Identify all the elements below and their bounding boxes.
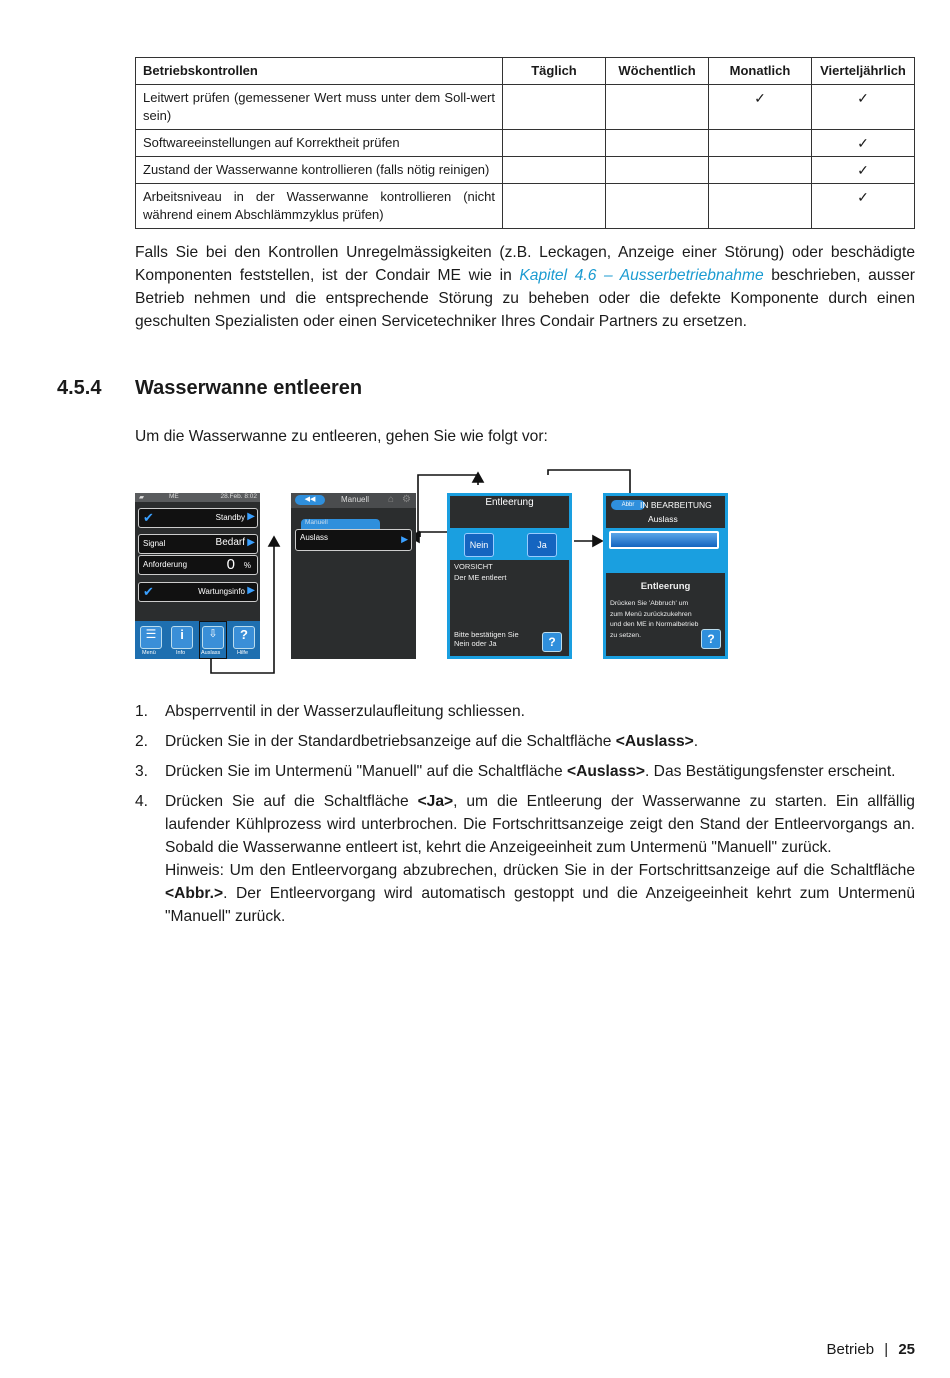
check-cell xyxy=(503,130,606,157)
column-header: Vierteljährlich xyxy=(812,58,915,85)
row-label: Zustand der Wasserwanne kontrollieren (falls nötig reinigen) xyxy=(136,157,503,184)
step-text: Drücken Sie im Untermenü "Manuell" auf die Schaltfläche xyxy=(165,763,567,780)
drain-menu-button[interactable] xyxy=(295,529,412,551)
tab-info-label: Info xyxy=(176,650,186,656)
tab-manual[interactable]: Manuell xyxy=(301,519,380,529)
check-cell xyxy=(709,184,812,229)
help-icon[interactable]: ? xyxy=(542,632,562,652)
column-header: Monatlich xyxy=(709,58,812,85)
arrow-head xyxy=(269,537,279,546)
info-icon[interactable]: i xyxy=(171,626,193,649)
service-info-button[interactable] xyxy=(138,582,258,602)
warning-text: Der ME entleert xyxy=(454,573,507,582)
demand-value: 0 xyxy=(226,556,235,573)
screen-manual-submenu xyxy=(291,493,416,659)
table-header-row xyxy=(136,58,915,85)
dialog-title: Entleerung xyxy=(450,496,569,528)
list-item xyxy=(135,730,915,753)
step-number: 1. xyxy=(135,703,149,720)
step-text: Absperrventil in der Wasserzulaufleitung schliessen. xyxy=(165,703,525,720)
list-item xyxy=(135,700,915,723)
bottom-nav xyxy=(135,621,260,659)
progress-text: Drücken Sie 'Abbruch' um zum Menü zurückzukehren und den ME in Normalbetrieb zu setzen. xyxy=(610,600,699,639)
step-text: <Auslass> xyxy=(615,733,694,750)
checkmark-icon: ✔ xyxy=(143,510,154,525)
drain-icon[interactable]: ⇩ xyxy=(202,626,224,649)
step-text: , um die Entleerung der Wasserwanne zu starten. Ein allfällig laufender Kühlprozess wird unterbrochen. Die Fortschrittsanzeige zeigt den Stand der Entleervorgangs an. Sobald die Wasserwanne entleert ist, kehrt die Anzeigeeinheit zum Untermenü "Manuell" zurück. xyxy=(165,793,915,856)
chevron-right-icon: ▶ xyxy=(401,534,408,544)
model-label: ME xyxy=(169,493,179,500)
row-label: Leitwert prüfen (gemessener Wert muss unter dem Soll-wert sein) xyxy=(136,85,503,130)
row-label: Softwareeinstellungen auf Korrektheit prüfen xyxy=(136,130,503,157)
abort-button[interactable]: Abbr xyxy=(611,500,645,510)
note-text: . Der Entleervorgang wird automatisch gestoppt und die Anzeigeeinheit kehrt zum Untermenü "Manuell" zurück. xyxy=(165,885,915,925)
progress-fill xyxy=(611,533,717,547)
check-cell: ✓ xyxy=(812,130,915,157)
step-text: <Auslass> xyxy=(566,763,646,780)
inspection-paragraph xyxy=(135,241,915,333)
footer-separator: | xyxy=(884,1341,889,1358)
operation-checks-table xyxy=(135,57,915,229)
section-title: Wasserwanne entleeren xyxy=(135,377,363,399)
screen-title: Manuell xyxy=(341,495,370,504)
step-text: Drücken Sie in der Standardbetriebsanzeige auf die Schaltfläche xyxy=(165,733,616,750)
checkmark-icon: ✔ xyxy=(143,584,154,599)
demand-unit: % xyxy=(243,561,251,570)
column-header: Betriebskontrollen xyxy=(136,58,503,85)
standby-button[interactable] xyxy=(138,508,258,528)
chapter-link[interactable]: Kapitel 4.6 – Ausserbetriebnahme xyxy=(519,267,764,284)
signal-row[interactable] xyxy=(138,534,258,554)
progress-header xyxy=(606,496,725,528)
steps-list xyxy=(135,700,915,935)
check-cell xyxy=(503,85,606,130)
footer-section: Betrieb xyxy=(826,1341,875,1358)
step-number: 2. xyxy=(135,733,149,750)
step-text: . xyxy=(693,733,699,750)
section-number: 4.5.4 xyxy=(57,377,102,399)
warning-panel xyxy=(450,560,569,656)
paragraph-text: Falls Sie bei den Kontrollen Unregelmässigkeiten (z.B. Leckagen, Anzeige einer Störung) oder beschädigte Komponenten feststellen, ist der Condair ME wie in xyxy=(135,244,915,284)
page-footer xyxy=(827,1341,915,1358)
check-cell: ✓ xyxy=(812,184,915,229)
tab-menu-label: Menü xyxy=(142,650,156,656)
step-number: 3. xyxy=(135,763,149,780)
yes-button[interactable]: Ja xyxy=(527,533,557,557)
status-sub-label: Auslass xyxy=(648,514,678,524)
help-icon[interactable]: ? xyxy=(233,626,255,649)
check-cell: ✓ xyxy=(709,85,812,130)
screen-drain-confirmation xyxy=(447,493,572,659)
home-icon[interactable]: ⌂ xyxy=(387,494,394,505)
no-button[interactable]: Nein xyxy=(464,533,494,557)
list-item xyxy=(135,760,915,783)
progress-bar xyxy=(609,531,719,549)
confirm-prompt: Bitte bestätigen Sie Nein oder Ja xyxy=(454,630,519,648)
note-text: <Abbr.> xyxy=(165,885,224,902)
title-bar xyxy=(291,493,416,508)
status-bar xyxy=(135,493,260,502)
demand-label: Anforderung xyxy=(143,560,188,569)
check-cell xyxy=(606,184,709,229)
date-label: 28.Feb. 8:02 xyxy=(220,493,257,500)
note-text: Hinweis: Um den Entleervorgang abzubrechen, drücken Sie in der Fortschrittsanzeige auf die Schaltfläche xyxy=(165,862,915,879)
check-cell xyxy=(606,157,709,184)
help-icon[interactable]: ? xyxy=(701,629,721,649)
check-cell: ✓ xyxy=(812,85,915,130)
chevron-right-icon: ▶ xyxy=(247,585,255,596)
step-text: . Das Bestätigungsfenster erscheint. xyxy=(645,763,896,780)
service-label: Wartungsinfo xyxy=(198,587,245,596)
step-number: 4. xyxy=(135,793,149,810)
status-label: IN BEARBEITUNG xyxy=(640,500,712,510)
demand-row xyxy=(138,555,258,575)
settings-icon[interactable]: ⚙ xyxy=(402,494,411,505)
back-arrow-icon[interactable]: ◀◀ xyxy=(295,495,325,505)
standby-label: Standby xyxy=(215,513,245,522)
page-number: 25 xyxy=(898,1341,915,1358)
screen-standard-display xyxy=(135,493,260,659)
table-row xyxy=(136,157,915,184)
signal-label: Signal xyxy=(143,539,166,548)
check-cell xyxy=(606,130,709,157)
progress-title: Entleerung xyxy=(640,581,691,592)
table-row xyxy=(136,85,915,130)
column-header: Täglich xyxy=(503,58,606,85)
step-text: Drücken Sie auf die Schaltfläche xyxy=(165,793,418,810)
check-cell xyxy=(503,157,606,184)
menu-icon[interactable]: ☰ xyxy=(140,626,162,649)
check-cell xyxy=(503,184,606,229)
screen-drain-progress xyxy=(603,493,728,659)
check-cell xyxy=(709,130,812,157)
check-cell: ✓ xyxy=(812,157,915,184)
check-cell xyxy=(709,157,812,184)
drain-label: Auslass xyxy=(300,533,329,542)
intro-text: Um die Wasserwanne zu entleeren, gehen Sie wie folgt vor: xyxy=(135,428,548,445)
tab-drain-label: Auslass xyxy=(201,650,221,656)
step-note xyxy=(165,859,915,928)
condair-logo-icon: ▰ xyxy=(139,494,144,501)
step-text: <Ja> xyxy=(417,793,454,810)
chevron-right-icon: ▶ xyxy=(247,537,255,548)
paragraph-text: beschrieben, ausser Betrieb nehmen und die entsprechende Störung zu beheben oder die defekte Komponente durch einen geschulten Spezialisten oder einen Servicetechniker Ihres Condair Partners zu ersetzen. xyxy=(135,267,915,330)
list-item xyxy=(135,790,915,928)
signal-value: Bedarf xyxy=(215,537,245,548)
warning-title: VORSICHT xyxy=(454,562,493,571)
tab-help-label: Hilfe xyxy=(237,650,249,656)
chevron-right-icon: ▶ xyxy=(247,511,255,522)
row-label: Arbeitsniveau in der Wasserwanne kontrollieren (nicht während einem Abschlämmzyklus prüfen) xyxy=(136,184,503,229)
check-cell xyxy=(606,85,709,130)
drain-tab-highlight xyxy=(199,621,227,659)
table-row xyxy=(136,130,915,157)
column-header: Wöchentlich xyxy=(606,58,709,85)
info-panel xyxy=(606,573,725,656)
arrow-head xyxy=(593,536,602,546)
table-row xyxy=(136,184,915,229)
